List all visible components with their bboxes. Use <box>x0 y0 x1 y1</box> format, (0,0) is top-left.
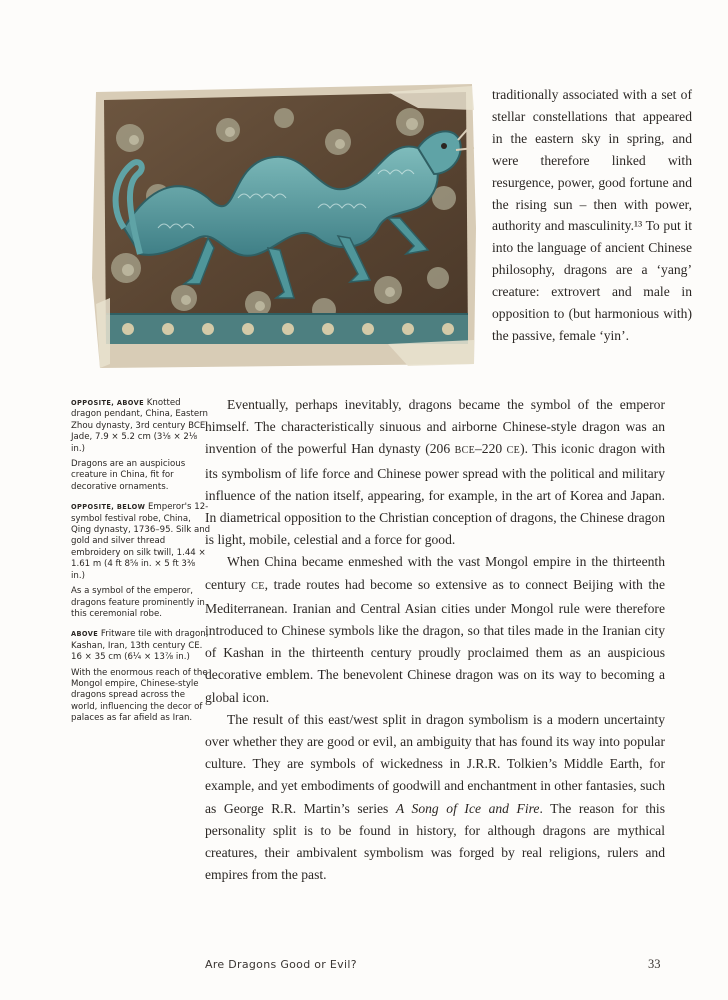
caption-description: With the enormous reach of the Mongol empire, Chinese-style dragons spread across the world, influencing the decor of palaces as far afield as Iran. <box>71 667 208 724</box>
text-run: When China became enmeshed with the vast Mongol empire in the thirteenth century <box>205 554 665 592</box>
paragraph-3 <box>205 709 665 887</box>
caption-description: As a symbol of the emperor, dragons feature prominently in this ceremonial robe. <box>71 586 205 619</box>
text-run: Eventually, perhaps inevitably, dragons became the symbol of the emperor himself. The characteristically sinuous and airborne Chinese-style dragon was an invention of the powerful Han dynasty (206 <box>205 397 665 457</box>
caption-opposite-below <box>71 502 211 582</box>
book-title: A Song of Ice and Fire <box>395 800 540 816</box>
paragraph-1 <box>205 394 665 551</box>
era-abbr: CE <box>251 580 265 592</box>
right-column-paragraph: traditionally associated with a set of stellar constellations that appeared in the eastern sky in spring, and were therefore linked with resurgence, power, good fortune and the rising sun – then with power, authority and masculinity.¹³ To put it into the language of ancient Chinese philosophy, dragons are a ‘yang’ creature: extrovert and male in opposition to (but harmonious with) the passive, female ‘yin’. <box>492 87 692 343</box>
era-abbr: BCE <box>454 445 475 457</box>
caption-opposite-above <box>71 398 211 455</box>
dragon-tile-illustration <box>88 78 480 374</box>
text-run: The result of this east/west split in dragon symbolism is a modern uncertainty over whether they are good or evil, an ambiguity that has found its way into popular culture. They are symbols of wickedness in J.R.R. Tolkien’s Middle Earth, for example, and yet embodiments of goodwill and enchantment in other fantasies, such as George R.R. Martin’s series <box>205 711 665 816</box>
caption-above <box>71 629 211 663</box>
main-body-text <box>205 394 665 886</box>
caption-label: OPPOSITE, BELOW <box>71 503 146 512</box>
fritware-dragon-tile-image <box>88 78 480 374</box>
caption-label: OPPOSITE, ABOVE <box>71 399 145 407</box>
text-run: . The reason for this personality split is to be found in history, for although dragons are mythical creatures, their ambivalent symbolism was forged by real religions, rulers and empires from the past. <box>205 800 665 883</box>
image-captions <box>71 398 211 734</box>
text-run: –220 <box>474 441 507 457</box>
text-run: ). This iconic dragon with its symbolism of life force and Chinese power spread with the political and military influence of the nation itself, appearing, for example, in the art of Korea and Japan. In diametrical opposition to the Christian conception of dragons, the Chinese dragon is light, mobile, celestial and a force for good. <box>205 441 665 548</box>
running-footer-title: Are Dragons Good or Evil? <box>205 958 357 971</box>
caption-text: Fritware tile with dragon, Kashan, Iran, 13th century CE. 16 × 35 cm (6¼ × 13⅞ in.) <box>71 629 209 663</box>
text-run: , trade routes had become so extensive as to connect Beijing with the Mediterranean. Iranian and Central Asian cities under Mongol rule were therefore introduced to Chinese symbols like the dragon, so that tiles made in the Iranian city of Kashan in the thirteenth century proudly proclaimed them as an auspicious decorative emblem. The benevolent Chinese dragon was on its way to becoming a global icon. <box>205 576 665 705</box>
era-abbr: CE <box>506 445 521 457</box>
caption-text: Emperor's 12-symbol festival robe, China, Qing dynasty, 1736–95. Silk and gold and silver thread embroidery on silk twill, 1.44 × 1.61 m (4 ft 8⅝ in. × 5 ft 3⅜ in.) <box>71 502 211 581</box>
caption-label: ABOVE <box>71 630 99 639</box>
caption-text: Knotted dragon pendant, China, Eastern Zhou dynasty, 3rd century BCE. Jade, 7.9 × 5.2 cm (3⅛ × 2⅛ in.) <box>71 398 209 454</box>
page-number: 33 <box>648 957 661 971</box>
right-column-text <box>492 84 692 347</box>
paragraph-2 <box>205 551 665 708</box>
caption-description: Dragons are an auspicious creature in China, fit for decorative ornaments. <box>71 459 186 492</box>
